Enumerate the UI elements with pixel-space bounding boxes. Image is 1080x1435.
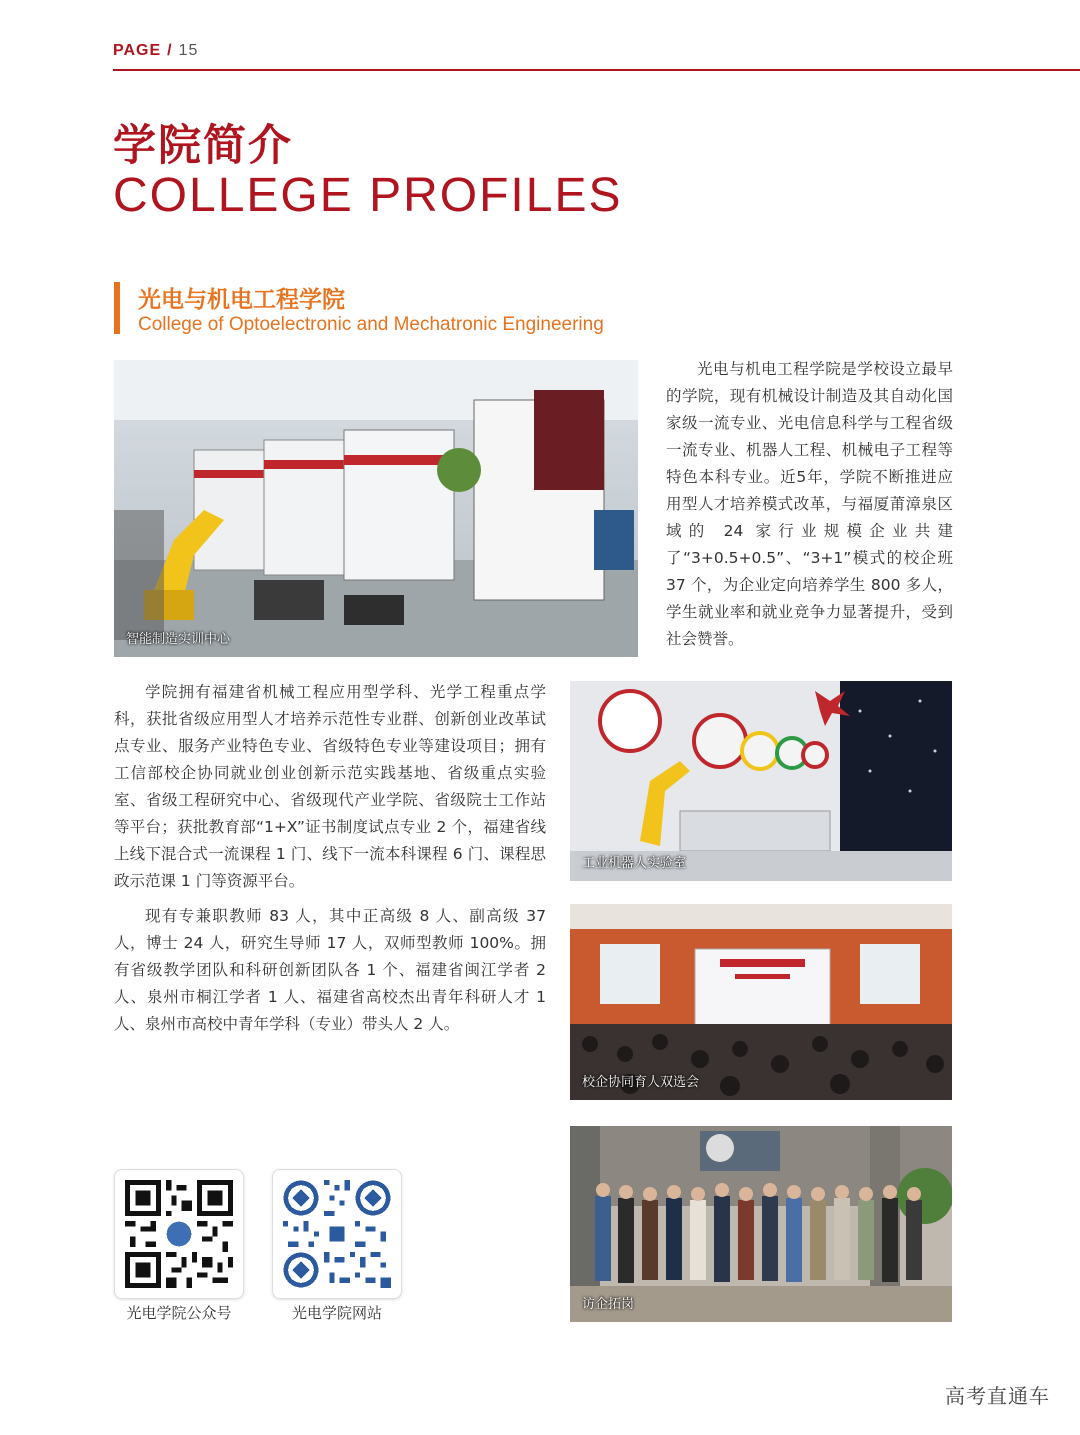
photo-caption: 校企协同育人双选会 xyxy=(582,1075,700,1090)
page-word: PAGE xyxy=(113,42,162,59)
page-title-cn: 学院简介 xyxy=(113,121,293,171)
photo-manufacturing-center xyxy=(114,360,638,657)
photo-job-fair xyxy=(570,904,952,1100)
intro-paragraph xyxy=(666,356,953,653)
body-text xyxy=(114,679,546,1038)
qr-code-wechat-icon xyxy=(125,1180,233,1288)
qr-code-wechat[interactable] xyxy=(114,1169,244,1299)
body-paragraph-2: 现有专兼职教师 83 人，其中正高级 8 人、副高级 37 人，博士 24 人，研究生导师 17 人，双师型教师 100%。拥有省级教学团队和科研创新团队各 1 个、福建省闽江学者 2 人、泉州市桐江学者 1 人、福建省高校杰出青年科研人才 1 人、泉州市高校中青年学科（专业）带头人 2 人。 xyxy=(114,907,546,1033)
photo-caption: 工业机器人实验室 xyxy=(582,856,687,871)
header-divider xyxy=(113,69,1080,71)
photo-caption: 访企拓岗 xyxy=(582,1297,635,1312)
section-title-en: College of Optoelectronic and Mechatronic Engineering xyxy=(138,314,604,335)
intro-text: 光电与机电工程学院是学校设立最早的学院，现有机械设计制造及其自动化国家级一流专业、光电信息科学与工程省级一流专业、机器人工程、机械电子工程等特色本科专业。近5年，学院不断推进应用型人才培养模式改革，与福厦莆漳泉区域的 24 家行业规模企业共建了“3+0.5+0.5”、“3+1”模式的校企班 37 个，为企业定向培养学生 800 多人，学生就业率和就业竞争力显著提升，受到社会赞誉。 xyxy=(666,360,953,648)
photo-robot-lab xyxy=(570,681,952,881)
photo-company-visit xyxy=(570,1126,952,1322)
page-separator: / xyxy=(167,42,173,59)
qr-label-website: 光电学院网站 xyxy=(291,1304,382,1322)
body-paragraph-1: 学院拥有福建省机械工程应用型学科、光学工程重点学科，获批省级应用型人才培养示范性专业群、创新创业改革试点专业、服务产业特色专业、省级特色专业等建设项目；拥有工信部校企协同就业创业创新示范实践基地、省级重点实验室、省级工程研究中心、省级现代产业学院、省级院士工作站等平台；获批教育部“1+X”证书制度试点专业 2 个，福建省线上线下混合式一流课程 1 门、线下一流本科课程 6 门、课程思政示范课 1 门等资源平台。 xyxy=(114,683,546,890)
qr-code-website-icon xyxy=(283,1180,391,1288)
section-title-cn: 光电与机电工程学院 xyxy=(138,287,345,313)
page-label xyxy=(113,42,198,60)
page-number: 15 xyxy=(178,42,199,59)
page-title-en: COLLEGE PROFILES xyxy=(113,169,623,222)
section-accent-bar xyxy=(114,282,120,334)
qr-code-website[interactable] xyxy=(272,1169,402,1299)
qr-label-wechat: 光电学院公众号 xyxy=(126,1304,232,1322)
watermark: 高考直通车 xyxy=(945,1384,1050,1408)
photo-caption: 智能制造实训中心 xyxy=(126,632,231,647)
